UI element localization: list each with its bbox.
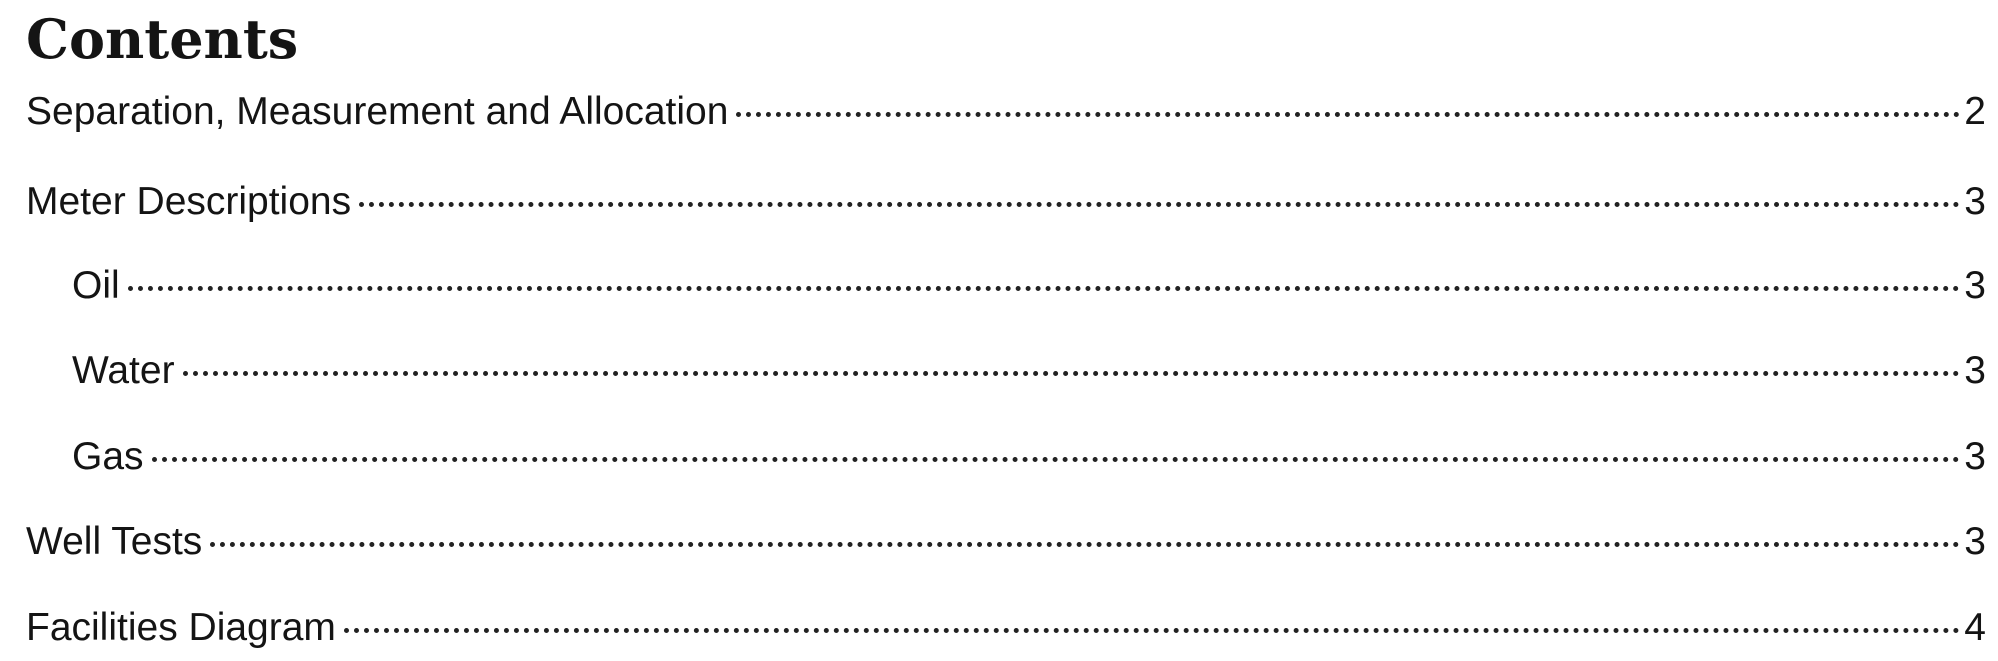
toc-entry-well-tests[interactable] [26, 512, 1986, 572]
dot-leader [359, 202, 1960, 207]
dot-leader [210, 542, 1960, 547]
toc-page-number: 3 [1964, 349, 1986, 392]
toc-entry-label: Facilities Diagram [26, 606, 336, 649]
dot-leader [128, 286, 1961, 291]
toc-entry-label: Meter Descriptions [26, 180, 352, 223]
toc-entry-gas[interactable] [72, 427, 1986, 487]
toc-entry-label: Well Tests [26, 520, 203, 563]
toc-entry-label: Water [72, 349, 175, 392]
dot-leader [183, 371, 1961, 376]
toc-entry-meter-descriptions[interactable] [26, 172, 1986, 232]
dot-leader [736, 112, 1960, 117]
page-title: Contents [26, 7, 299, 71]
toc-page-number: 4 [1964, 606, 1986, 649]
toc-entry-oil[interactable] [72, 256, 1986, 316]
toc-entry-water[interactable] [72, 341, 1986, 401]
toc-page-number: 2 [1964, 90, 1986, 133]
dot-leader [344, 628, 1960, 633]
toc-page-number: 3 [1964, 264, 1986, 307]
toc-entry-separation-measurement-allocation[interactable] [26, 82, 1986, 142]
toc-entry-facilities-diagram[interactable] [26, 598, 1986, 658]
toc-page-number: 3 [1964, 180, 1986, 223]
toc-page-number: 3 [1964, 435, 1986, 478]
dot-leader [152, 457, 1961, 462]
toc-entry-label: Gas [72, 435, 144, 478]
toc-page-number: 3 [1964, 520, 1986, 563]
toc-entry-label: Separation, Measurement and Allocation [26, 90, 729, 133]
toc-entry-label: Oil [72, 264, 120, 307]
